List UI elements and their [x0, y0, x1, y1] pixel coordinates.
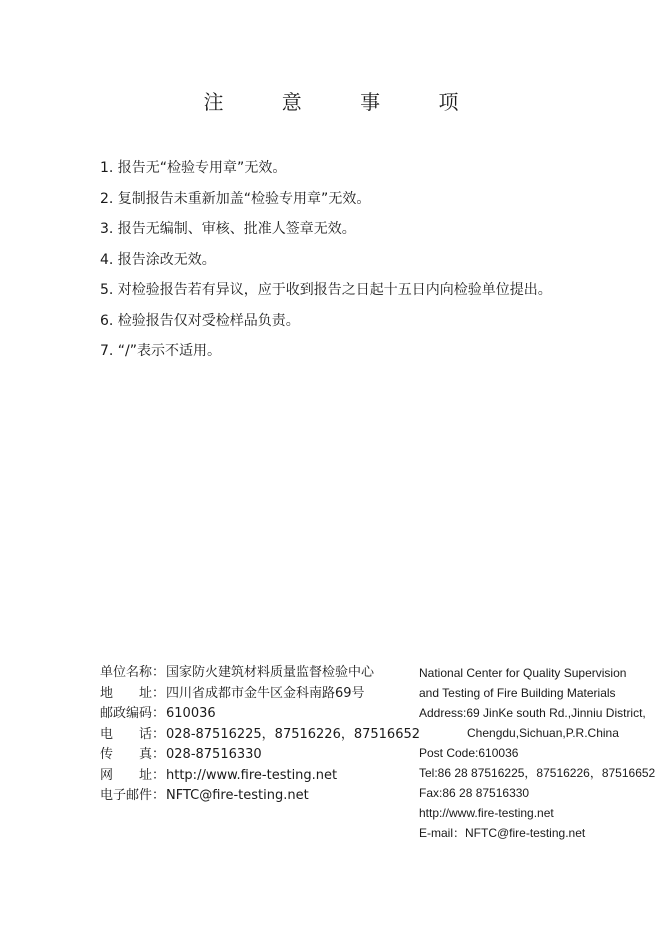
contact-info-english	[419, 664, 655, 844]
page-title: 注 意 事 项	[203, 90, 485, 114]
contact-value: http://www.fire-testing.net	[166, 767, 338, 783]
notice-item: 7. “/”表示不适用。	[100, 343, 222, 359]
organization-name-line: and Testing of Fire Building Materials	[419, 686, 616, 700]
website-line: http://www.fire-testing.net	[419, 806, 554, 820]
notice-item: 6. 检验报告仅对受检样品负责。	[100, 312, 300, 329]
notice-item: 5. 对检验报告若有异议，应于收到报告之日起十五日内向检验单位提出。	[100, 282, 552, 298]
contact-row-email	[100, 787, 420, 808]
contact-label: 地 址：	[100, 685, 166, 701]
fax-line: Fax:86 28 87516330	[419, 786, 530, 800]
contact-row-address	[100, 685, 420, 706]
contact-row-organization	[100, 664, 420, 685]
contact-row-postcode	[100, 705, 420, 726]
contact-label: 电子邮件：	[100, 788, 166, 803]
address-line: Chengdu,Sichuan,P.R.China	[467, 726, 619, 740]
contact-value: 610036	[166, 706, 216, 721]
contact-value: 四川省成都市金牛区金科南路69号	[166, 685, 365, 701]
postcode-line: Post Code:610036	[419, 746, 519, 760]
notice-item: 4. 报告涂改无效。	[100, 251, 216, 268]
phone-line: Tel:86 28 87516225，87516226，87516652	[419, 766, 656, 780]
contact-info-chinese	[100, 664, 420, 808]
contact-row-website	[100, 767, 420, 788]
notice-item: 1. 报告无“检验专用章”无效。	[100, 160, 287, 176]
address-line: Address:69 JinKe south Rd.,Jinniu District,	[419, 706, 646, 720]
contact-value: 028-87516225，87516226，87516652	[166, 726, 421, 742]
contact-label: 单位名称：	[100, 665, 166, 680]
contact-label: 网 址：	[100, 767, 166, 783]
email-line: E-mail：NFTC@fire-testing.net	[419, 826, 586, 840]
contact-value: 国家防火建筑材料质量监督检验中心	[166, 665, 375, 680]
contact-value: 028-87516330	[166, 747, 262, 762]
organization-name-line: National Center for Quality Supervision	[419, 666, 627, 680]
contact-value: NFTC@fire-testing.net	[166, 788, 309, 803]
notice-item: 2. 复制报告未重新加盖“检验专用章”无效。	[100, 190, 371, 207]
notice-item: 3. 报告无编制、审核、批准人签章无效。	[100, 221, 356, 237]
contact-label: 传 真：	[100, 747, 166, 762]
notice-list	[100, 158, 552, 372]
contact-row-fax	[100, 746, 420, 767]
contact-label: 电 话：	[100, 726, 166, 742]
contact-row-phone	[100, 726, 420, 747]
contact-label: 邮政编码：	[100, 706, 166, 721]
